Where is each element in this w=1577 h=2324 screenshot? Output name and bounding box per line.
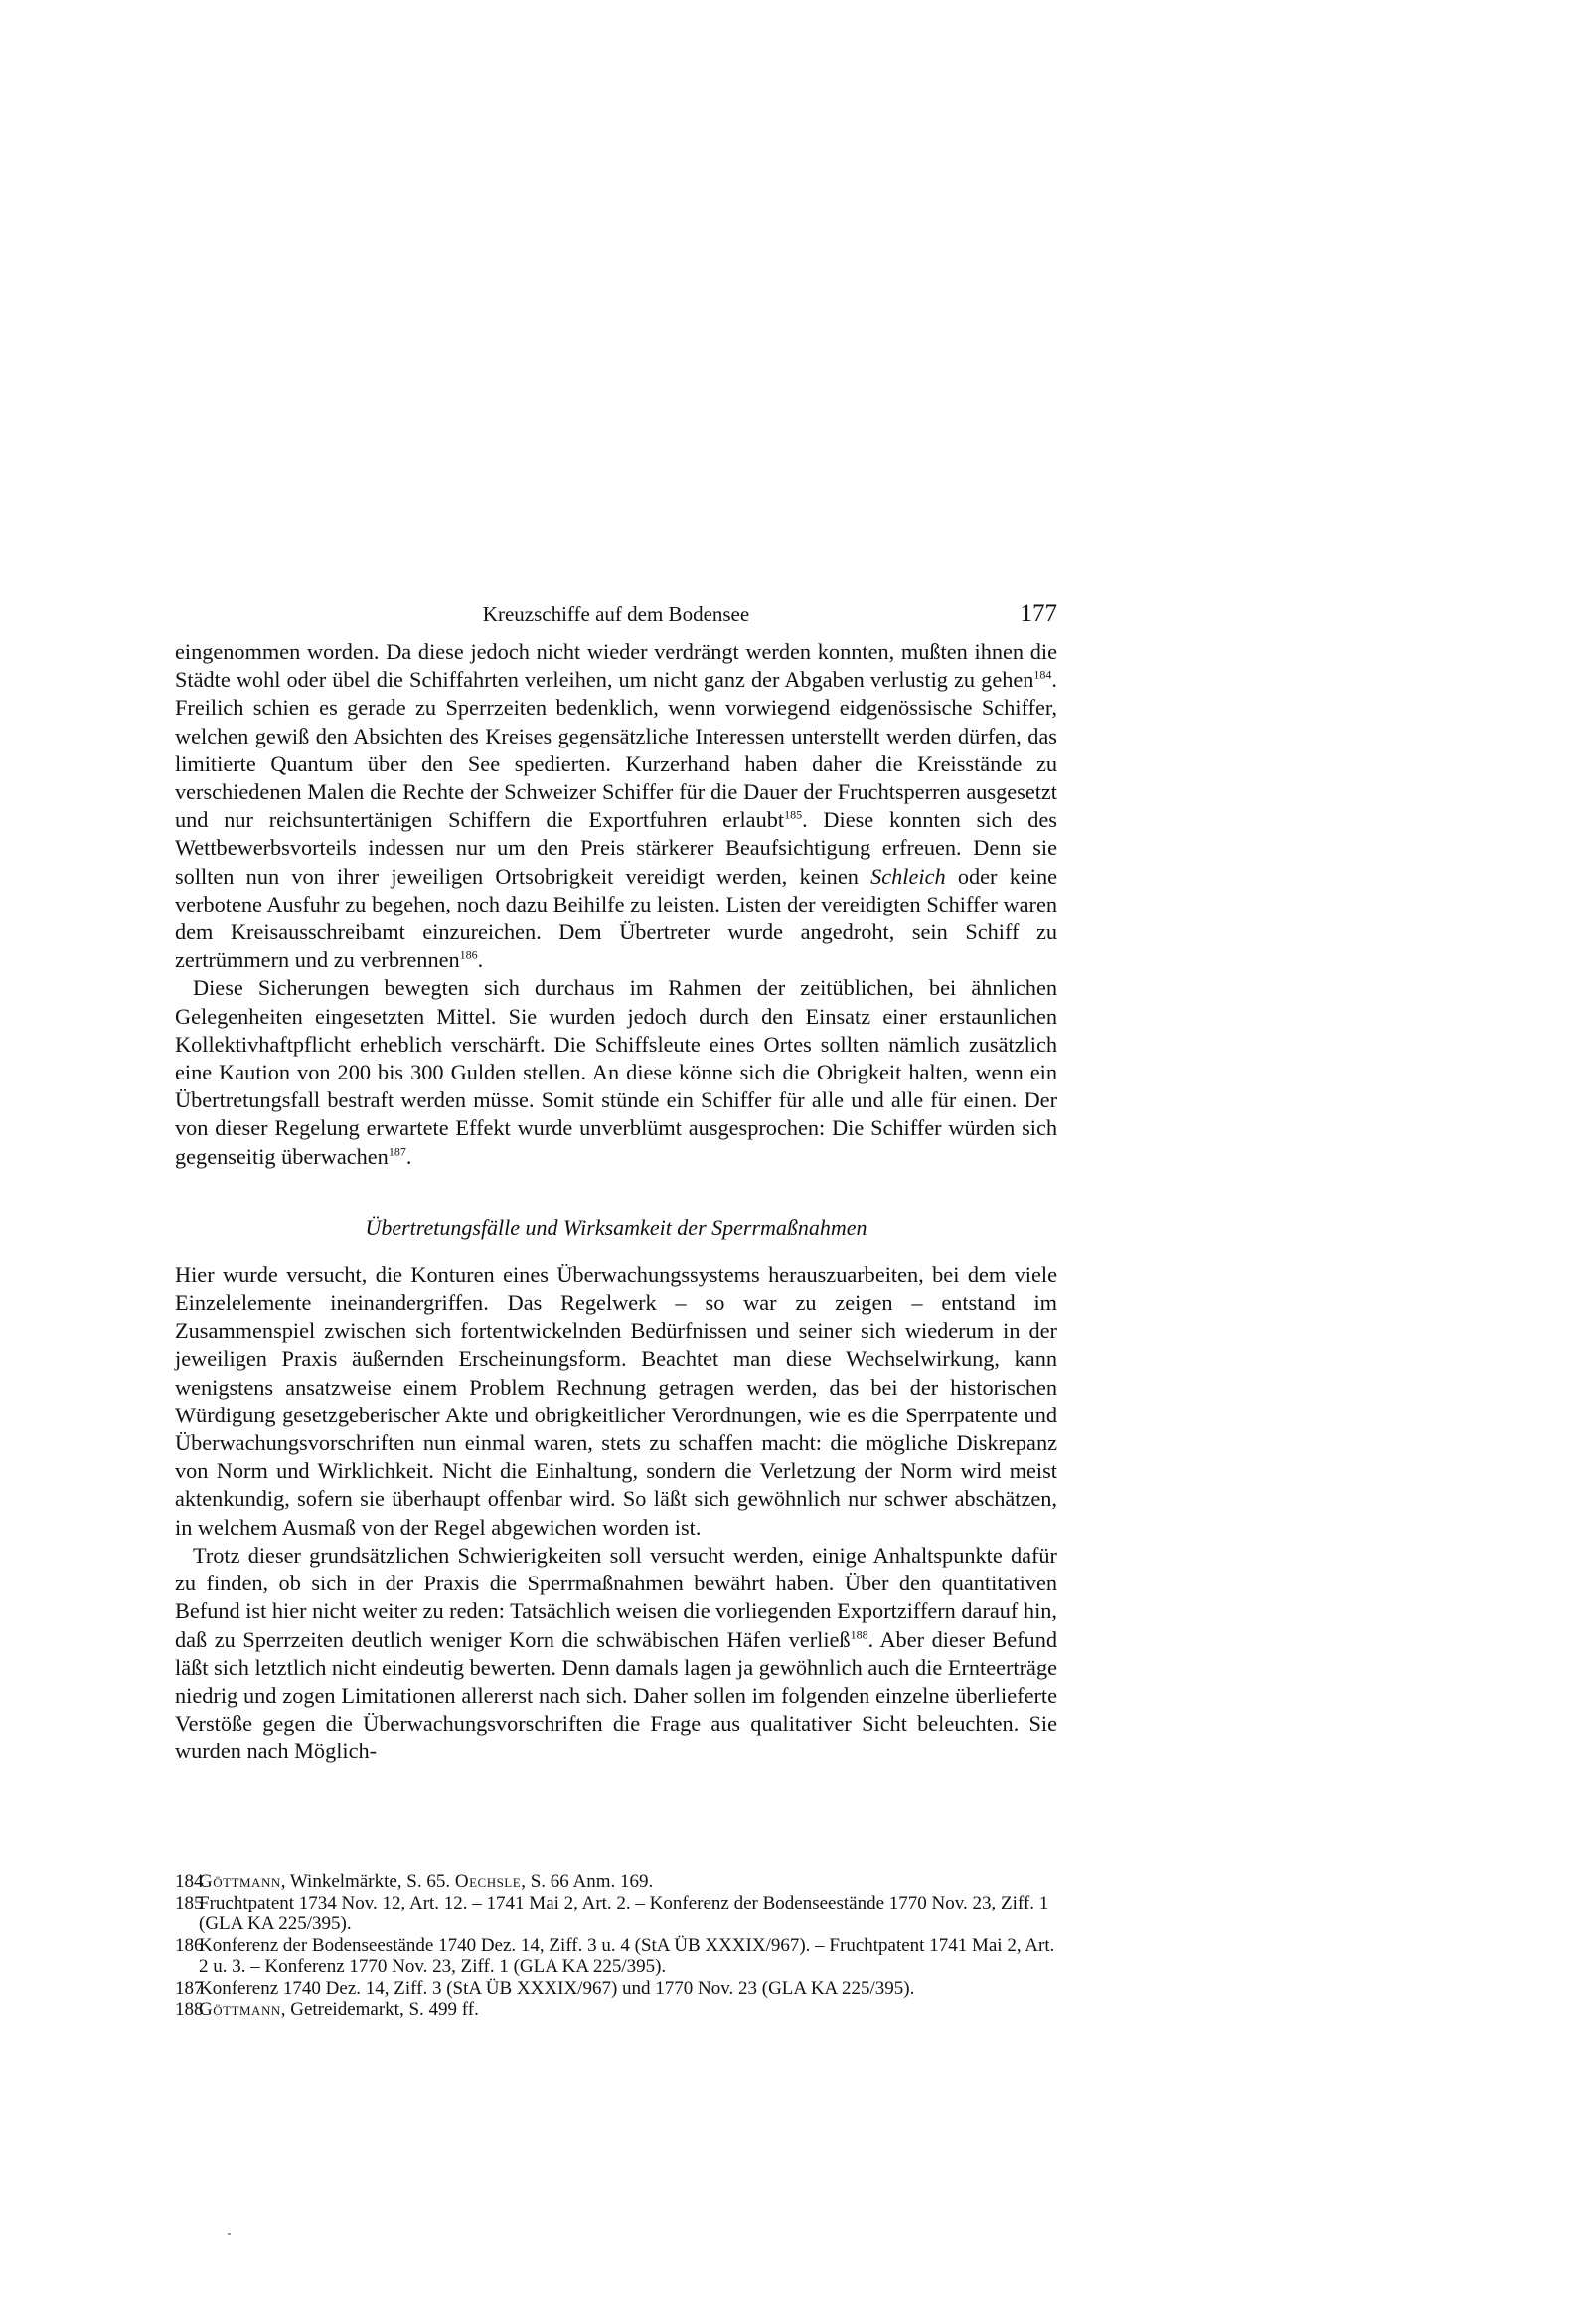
footnote-text: [199, 1893, 1057, 1935]
paragraph: [175, 1261, 1057, 1542]
text-run: .: [477, 947, 484, 973]
author-name: Göttmann: [199, 1871, 281, 1892]
footnote-text: [199, 1999, 1057, 2021]
paragraphs-before-heading: [175, 638, 1057, 1171]
text-run: Konferenz der Bodenseestände 1740 Dez. 14, Ziff. 3 u. 4 (StA ÜB XXXIX/967). – Fruchtpatent 1741 Mai 2, Art. 2 u. 3. – Konferenz 1770 Nov. 23, Ziff. 1 (GLA KA 225/395).: [199, 1934, 1055, 1977]
footnote-number: 184: [175, 1871, 204, 1892]
footnote-number: 186: [175, 1934, 204, 1956]
text-run: .: [405, 1143, 412, 1169]
footnote: [175, 1871, 1057, 1893]
text-run: . Diese konnten sich des Wettbewerbsvorteils indessen nur um den Preis stärkerer Beaufsichtigung erfreuen. Denn sie sollten nun von ihrer jeweiligen Ortsobrigkeit vereidigt werden, keinen: [175, 807, 1057, 889]
footnote-ref: 188: [850, 1627, 868, 1642]
footnote-text: [199, 1978, 1057, 2000]
text-run: . Freilich schien es gerade zu Sperrzeiten bedenklich, wenn vorwiegend eidgenössische Schiffer, welchen gewiß den Absichten des Kreises gegensätzliche Interessen unterstellt werden dürfen, das limitierte Quantum über den See spedierten. Kurzerhand haben daher die Kreisstände zu verschiedenen Malen die Rechte der Schweizer Schiffer für die Dauer der Fruchtsperren ausgesetzt und nur reichsuntertänigen Schiffern die Exportfuhren erlaubt: [175, 667, 1057, 833]
scan-speck: [228, 2233, 231, 2235]
footnote-text: [199, 1935, 1057, 1978]
text-run: . Aber dieser Befund läßt sich letztlich nicht eindeutig bewerten. Denn damals lagen ja gewöhnlich auch die Ernteerträge niedrig und zogen Limitationen allererst nach sich. Daher sollen im folgenden einzelne überlieferte Verstöße gegen die Überwachungsvorschriften die Frage aus qualitativer Sicht beleuchten. Sie wurden nach Möglich-: [175, 1626, 1057, 1764]
author-name: Göttmann: [199, 1999, 281, 2020]
paragraphs-after-heading: [175, 1261, 1057, 1766]
text-run: Diese Sicherungen bewegten sich durchaus im Rahmen der zeitüblichen, bei ähnlichen Gelegenheiten eingesetzten Mittel. Sie wurden jedoch durch den Einsatz einer erstaunlichen Kollektivhaftpflicht erheblich verschärft. Die Schiffsleute eines Ortes sollten nämlich zusätzlich eine Kaution von 200 bis 300 Gulden stellen. An diese könne sich die Obrigkeit halten, wenn ein Übertretungsfall bestraft werden müsse. Somit stünde ein Schiffer für alle und alle für einen. Der von dieser Regelung erwartete Effekt wurde unverblümt ausgesprochen: Die Schiffer würden sich gegenseitig überwachen: [175, 975, 1057, 1169]
text-run: Trotz dieser grundsätzlichen Schwierigkeiten soll versucht werden, einige Anhaltspunkte dafür zu finden, ob sich in der Praxis die Sperrmaßnahmen bewährt haben. Über den quantitativen Befund ist hier nicht weiter zu reden: Tatsächlich weisen die vorliegenden Exportziffern darauf hin, daß zu Sperrzeiten deutlich weniger Korn die schwäbischen Häfen verließ: [175, 1542, 1057, 1652]
text-run: , Getreidemarkt, S. 499 ff.: [280, 1999, 479, 2020]
footnote-text: [199, 1871, 1057, 1893]
footnote-ref: 184: [1033, 667, 1052, 682]
footnote-number: 187: [175, 1977, 204, 1999]
paragraph: [175, 1542, 1057, 1766]
text-run: eingenommen worden. Da diese jedoch nicht wieder verdrängt werden konnten, mußten ihnen die Städte wohl oder übel die Schiffahrten verleihen, um nicht ganz der Abgaben verlustig zu gehen: [175, 639, 1057, 693]
text-run: Konferenz 1740 Dez. 14, Ziff. 3 (StA ÜB XXXIX/967) und 1770 Nov. 23 (GLA KA 225/395).: [199, 1977, 915, 1999]
footnote: [175, 1893, 1057, 1935]
author-name: Oechsle: [454, 1871, 522, 1892]
page-header: [175, 602, 1057, 638]
footnote-number: 185: [175, 1892, 204, 1913]
footnote: [175, 1978, 1057, 2000]
paragraph: [175, 638, 1057, 974]
running-title: Kreuzschiffe auf dem Bodensee: [482, 602, 750, 626]
footnote-ref: 187: [388, 1144, 406, 1159]
page-number: 177: [1020, 600, 1057, 627]
footnote: [175, 1999, 1057, 2021]
text-run: Hier wurde versucht, die Konturen eines Überwachungssystems herauszuarbeiten, bei dem viele Einzelelemente ineinandergriffen. Das Regelwerk – so war zu zeigen – entstand im Zusammenspiel zwischen sich fortentwickelnden Bedürfnissen und seiner sich wiederum in der jeweiligen Praxis äußernden Erscheinungsform. Beachtet man diese Wechselwirkung, kann wenigstens ansatzweise einem Problem Rechnung getragen werden, das bei der historischen Würdigung gesetzgeberischer Akte und obrigkeitlicher Verordnungen, wie es die Sperrpatente und Überwachungsvorschriften nun einmal waren, stets zu schaffen macht: die mögliche Diskrepanz von Norm und Wirklichkeit. Nicht die Einhaltung, sondern die Verletzung der Norm wird meist aktenkundig, sofern sie überhaupt offenbar wird. So läßt sich gewöhnlich nur schwer abschätzen, in welchem Ausmaß von der Regel abgewichen worden ist.: [175, 1261, 1057, 1540]
footnote-ref: 186: [459, 947, 478, 962]
section-heading: Übertretungsfälle und Wirksamkeit der Sperrmaßnahmen: [365, 1214, 867, 1240]
footnote: [175, 1935, 1057, 1978]
text-run: , S. 66 Anm. 169.: [521, 1871, 654, 1892]
text-run: , Winkelmärkte, S. 65.: [280, 1871, 455, 1892]
body-text: [175, 638, 1057, 1766]
text-run: oder keine verbotene Ausfuhr zu begehen, noch dazu Beihilfe zu leisten. Listen der vereidigten Schiffer waren dem Kreisausschreibamt einzureichen. Dem Übertreter wurde angedroht, sein Schiff zu zertrümmern und zu verbrennen: [175, 863, 1057, 973]
paragraph: [175, 974, 1057, 1170]
footnotes: [175, 1871, 1057, 2021]
footnote-ref: 185: [784, 807, 803, 822]
footnote-number: 188: [175, 1999, 204, 2020]
italic-term: Schleich: [870, 863, 946, 889]
text-run: Fruchtpatent 1734 Nov. 12, Art. 12. – 1741 Mai 2, Art. 2. – Konferenz der Bodenseestände 1770 Nov. 23, Ziff. 1 (GLA KA 225/395).: [199, 1892, 1049, 1934]
